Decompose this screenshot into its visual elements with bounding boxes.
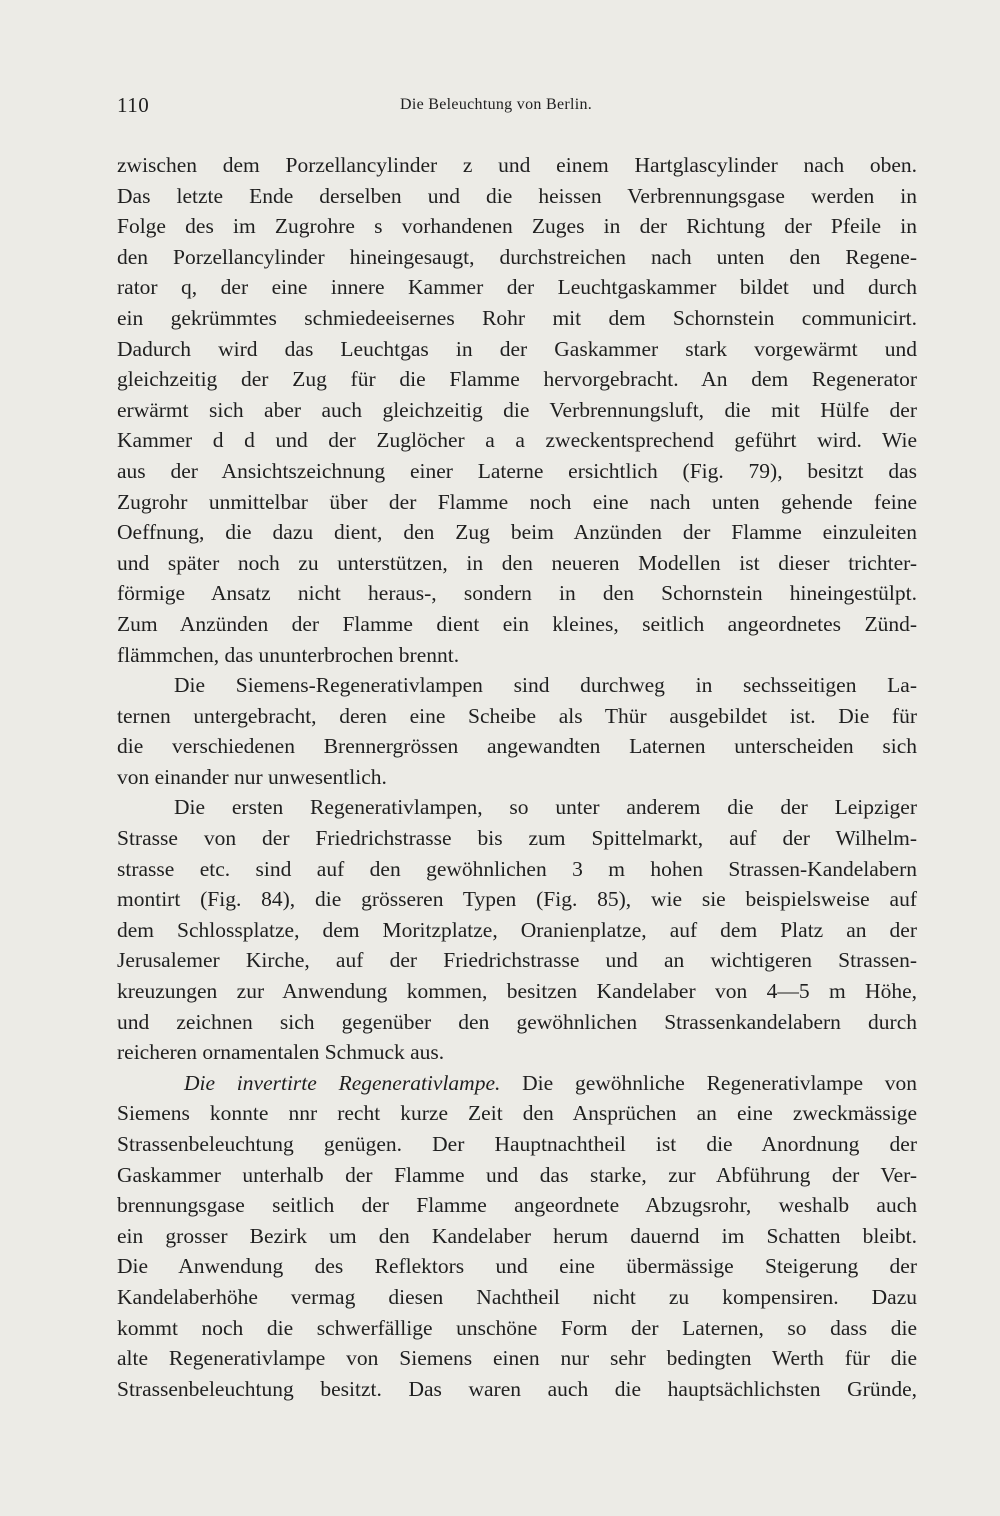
text-line: förmige Ansatz nicht heraus-, sondern in den Schornstein hineingestülpt. (117, 581, 917, 606)
text-line: Dadurch wird das Leuchtgas in der Gaskammer stark vorgewärmt und (117, 336, 917, 361)
text-line: den Porzellancylinder hineingesaugt, durchstreichen nach unten den Regene- (117, 244, 917, 269)
text-line: reicheren ornamentalen Schmuck aus. (117, 1040, 445, 1065)
text-line: alte Regenerativlampe von Siemens einen nur sehr bedingten Werth für die (117, 1346, 917, 1371)
text-line: kreuzungen zur Anwendung kommen, besitzen Kandelaber von 4—5 m Höhe, (117, 979, 917, 1004)
page-number: 110 (117, 93, 150, 117)
paragraph-start-line: Die ersten Regenerativlampen, so unter anderem die der Leipziger (174, 795, 917, 820)
text-line: Zum Anzünden der Flamme dient ein kleines, seitlich angeordnetes Zünd- (117, 611, 917, 636)
section-start-text: Die gewöhnliche Regenerativlampe von (522, 1070, 917, 1095)
text-line: Kandelaberhöhe vermag diesen Nachtheil nicht zu kompensiren. Dazu (117, 1284, 917, 1309)
text-line: und später noch zu unterstützen, in den neueren Modellen ist dieser trichter- (117, 550, 917, 575)
text-line: zwischen dem Porzellancylinder z und einem Hartglascylinder nach oben. (117, 153, 917, 177)
text-line: erwärmt sich aber auch gleichzeitig die Verbrennungsluft, die mit Hülfe der (117, 397, 917, 422)
paragraph-start-line: Die Siemens-Regenerativlampen sind durchweg in sechsseitigen La- (174, 673, 917, 698)
body-text (117, 150, 917, 1404)
text-line: dem Schlossplatze, dem Moritzplatze, Oranienplatze, auf dem Platz an der (117, 917, 917, 942)
text-line: von einander nur unwesentlich. (117, 764, 387, 789)
text-line: ein grosser Bezirk um den Kandelaber herum dauernd im Schatten bleibt. (117, 1223, 917, 1248)
text-line: und zeichnen sich gegenüber den gewöhnlichen Strassenkandelabern durch (117, 1009, 917, 1034)
text-line: ein gekrümmtes schmiedeeisernes Rohr mit dem Schornstein communicirt. (117, 305, 917, 330)
text-line: die verschiedenen Brennergrössen angewandten Laternen unterscheiden sich (117, 734, 917, 759)
text-line: Jerusalemer Kirche, auf der Friedrichstrasse und an wichtigeren Strassen- (117, 948, 917, 973)
text-line: kommt noch die schwerfällige unschöne Form der Laternen, so dass die (117, 1315, 917, 1340)
text-line: Kammer d d und der Zuglöcher a a zweckentsprechend geführt wird. Wie (117, 428, 917, 453)
text-line: aus der Ansichtszeichnung einer Laterne ersichtlich (Fig. 79), besitzt das (117, 458, 917, 483)
text-line: Gaskammer unterhalb der Flamme und das starke, zur Abführung der Ver- (117, 1162, 917, 1187)
section-heading: Die invertirte Regenerativlampe. (184, 1070, 501, 1095)
text-line: Das letzte Ende derselben und die heissen Verbrennungsgase werden in (117, 183, 917, 208)
text-line: Folge des im Zugrohre s vorhandenen Zuges in der Richtung der Pfeile in (117, 214, 917, 239)
text-line: rator q, der eine innere Kammer der Leuchtgaskammer bildet und durch (117, 275, 917, 300)
text-line: ternen untergebracht, deren eine Scheibe als Thür ausgebildet ist. Die für (117, 703, 917, 728)
page-header (117, 93, 917, 123)
text-line: Die Anwendung des Reflektors und eine übermässige Steigerung der (117, 1254, 917, 1279)
running-title: Die Beleuchtung von Berlin. (400, 96, 593, 113)
text-line: gleichzeitig der Zug für die Flamme hervorgebracht. An dem Regenerator (117, 367, 917, 392)
text-line: Siemens konnte nnr recht kurze Zeit den Ansprüchen an eine zweckmässige (117, 1101, 917, 1126)
text-line: montirt (Fig. 84), die grösseren Typen (Fig. 85), wie sie beispielsweise auf (117, 887, 917, 912)
text-line: strasse etc. sind auf den gewöhnlichen 3 m hohen Strassen-Kandelabern (117, 856, 917, 881)
text-line: Strassenbeleuchtung genügen. Der Hauptnachtheil ist die Anordnung der (117, 1132, 917, 1156)
text-line: flämmchen, das ununterbrochen brennt. (117, 642, 460, 667)
text-line: Strasse von der Friedrichstrasse bis zum Spittelmarkt, auf der Wilhelm- (117, 826, 917, 851)
text-line: brennungsgase seitlich der Flamme angeordnete Abzugsrohr, weshalb auch (117, 1193, 917, 1218)
text-line: Strassenbeleuchtung besitzt. Das waren auch die hauptsächlichsten Gründe, (117, 1376, 917, 1401)
text-line: Oeffnung, die dazu dient, den Zug beim Anzünden der Flamme einzuleiten (117, 520, 917, 545)
section-start-line (117, 1068, 917, 1099)
text-line: Zugrohr unmittelbar über der Flamme noch eine nach unten gehende feine (117, 489, 917, 514)
